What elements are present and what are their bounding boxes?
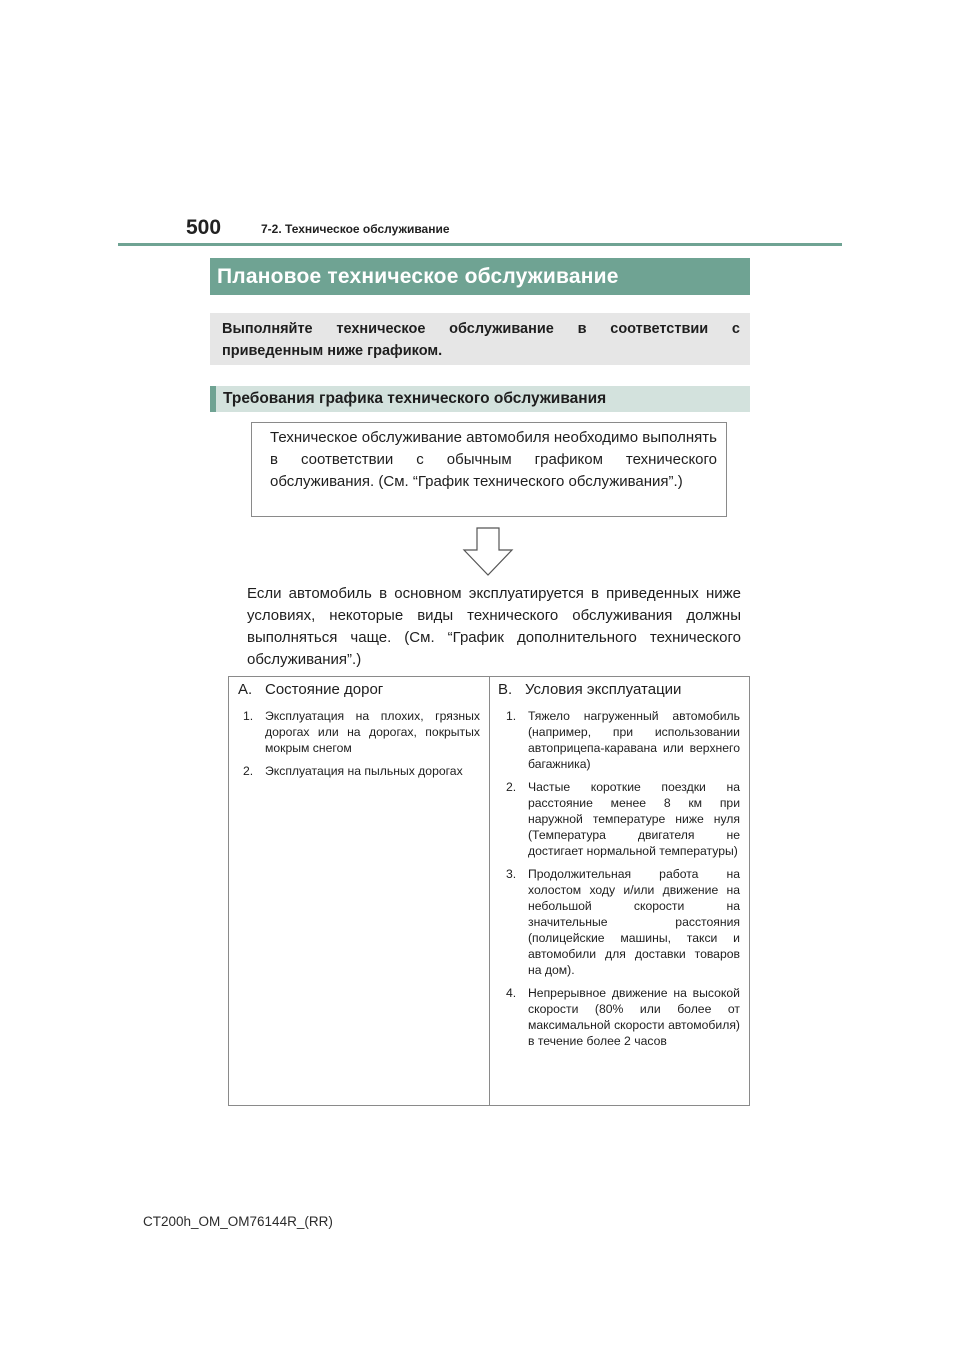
- intro-box: [210, 313, 750, 365]
- header-rule: [118, 243, 842, 246]
- list-item: [506, 708, 740, 772]
- item-text: Эксплуатация на плохих, грязных дорогах или на дорогах, покрытых мокрым снегом: [265, 709, 480, 755]
- operating-conditions-list: [506, 708, 740, 1049]
- column-title: Условия эксплуатации: [525, 681, 682, 698]
- item-number: 2.: [243, 764, 254, 778]
- item-number: 3.: [506, 867, 517, 881]
- column-title: Состояние дорог: [265, 681, 384, 698]
- note-box: [251, 422, 727, 517]
- item-number: 4.: [506, 986, 517, 1000]
- down-arrow-icon: [462, 527, 514, 582]
- item-text: Продолжительная работа на холостом ходу и/или движение на небольшой скорости на значительные расстояния (полицейские машины, такси и автомобили для доставки товаров на дом).: [528, 867, 740, 977]
- item-text: Частые короткие поездки на расстояние менее 8 км при наружной температуре ниже нуля (Температура двигателя не достигает нормальной температуры): [528, 780, 740, 858]
- chapter-title: 7-2. Техническое обслуживание: [261, 222, 450, 236]
- section-title: Требования графика технического обслуживания: [210, 386, 750, 412]
- column-mark: B.: [498, 681, 513, 698]
- item-text: Эксплуатация на пыльных дорогах: [265, 764, 463, 778]
- footer-document-code: CT200h_OM_OM76144R_(RR): [143, 1214, 333, 1229]
- note-text: Техническое обслуживание автомобиля необходимо выполнять в соответствии с обычным графиком технического обслуживания. (См. “График технического обслуживания”.): [270, 429, 717, 490]
- road-conditions-list: [243, 708, 480, 779]
- list-item: [243, 763, 480, 779]
- item-text: Непрерывное движение на высокой скорости (80% или более от максимальной скорости автомобиля) в течение более 2 часов: [528, 986, 740, 1048]
- list-item: [506, 779, 740, 859]
- list-item: [506, 985, 740, 1049]
- conditions-table: [228, 676, 750, 1106]
- intro-text: Выполняйте техническое обслуживание в соответствии с приведенным ниже графиком.: [222, 321, 740, 359]
- item-number: 1.: [506, 709, 517, 723]
- item-number: 2.: [506, 780, 517, 794]
- conditions-paragraph: Если автомобиль в основном эксплуатируется в приведенных ниже условиях, некоторые виды технического обслуживания должны выполняться чаще. (См. “График дополнительного технического обслуживания”.): [247, 585, 741, 668]
- column-mark: A.: [238, 681, 253, 698]
- item-text: Тяжело нагруженный автомобиль (например, при использовании автоприцепа-каравана или верхнего багажника): [528, 709, 740, 771]
- list-item: [506, 866, 740, 978]
- column-divider: [489, 677, 490, 1105]
- page-number: 500: [186, 216, 222, 239]
- column-heading: [498, 681, 681, 698]
- item-number: 1.: [243, 709, 254, 723]
- list-item: [243, 708, 480, 756]
- column-heading: [238, 681, 383, 698]
- page-title: Плановое техническое обслуживание: [210, 258, 750, 295]
